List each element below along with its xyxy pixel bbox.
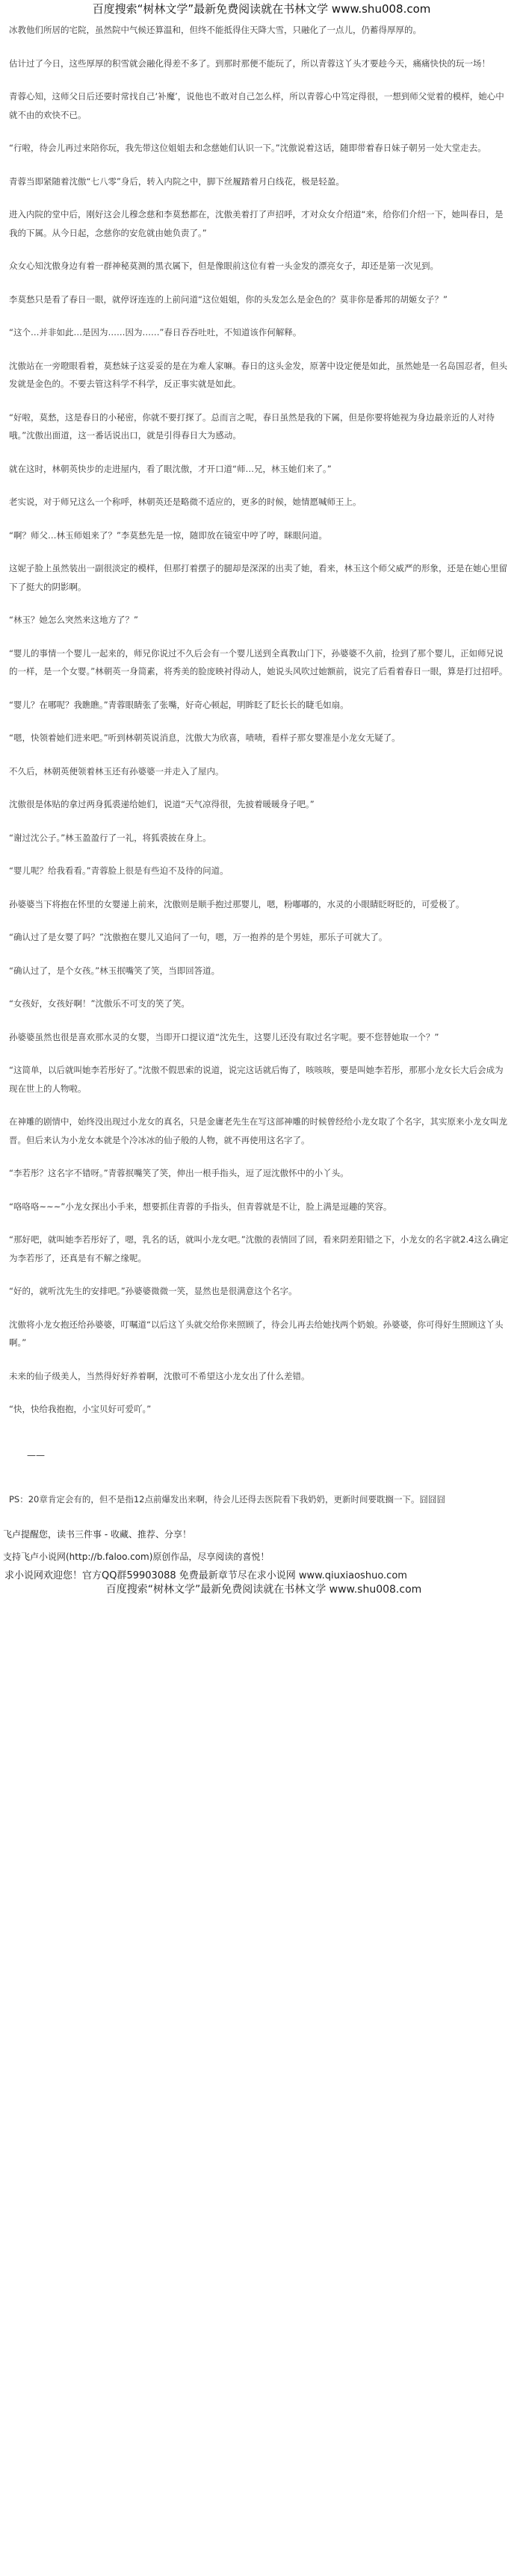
article-paragraph: “啊？师父…林玉师姐来了？”李莫愁先是一惊，随即放在镜室中哼了哼，眯眼问道。: [9, 529, 327, 541]
article-paragraph: “婴儿呢？给我看看。”青蓉脸上很是有些迫不及待的问道。: [9, 865, 229, 876]
article-paragraph: “咯咯咯~~~”小龙女探出小手来，想要抓住青蓉的手指头，但青蓉就是不让，脸上满是逗趣的笑容。: [9, 1201, 392, 1212]
article-paragraph: “好的，就听沈先生的安排吧。”孙婆婆微微一笑，显然也是很满意这个名字。: [9, 1286, 297, 1296]
article-paragraph: 进入内院的堂中后，刚好这会儿穆念慈和李莫愁都在，沈傲美着打了声招呼，才对众女介绍道“来，给你们介绍一下，她叫春日，是我的下属。从今日起，念慈你的安危就由她负责了。”: [9, 209, 504, 238]
article-paragraph: 冰教他们所居的宅院，虽然院中气候还算温和，但终不能抵得住天降大雪，只融化了一点儿，仍蓄得厚厚的。: [9, 25, 421, 35]
article-paragraph: “女孩好，女孩好啊！”沈傲乐不可支的笑了笑。: [9, 998, 190, 1009]
section-divider: ——: [27, 1449, 45, 1460]
article-paragraph: 估计过了今日，这些厚厚的积雪就会融化得差不多了。到那时那便不能玩了，所以青蓉这丫头才要趁今天，痛痛快快的玩一场！: [9, 57, 490, 69]
article-paragraph: 老实说，对于师兄这么一个称呼，林朝英还是略微不适应的，更多的时候，她情愿喊师王上。: [9, 497, 362, 507]
article-paragraph: “李若彤？这名字不错呀。”青蓉抿嘴笑了笑，伸出一根手指头，逗了逗沈傲怀中的小丫头。: [9, 1168, 349, 1178]
article-paragraph: “行啦，待会儿再过来陪你玩，我先带这位姐姐去和念慈她们认识一下。”沈傲说着这话，随即带着春日妹子朝另一处大堂走去。: [9, 143, 486, 153]
article-paragraph: 青蓉心知，这师父日后还要时常找自己‘补魔’，说他也不敢对自己怎么样，所以青蓉心中笃定得很，一想到师父觉着的模样，她心中就不由的欢快不已。: [9, 91, 504, 120]
article-paragraph: 就在这时，林朝英快步的走进屋内，看了眼沈傲，才开口道“师…兄，林玉她们来了。”: [9, 463, 332, 474]
article-paragraph: “确认过了，是个女孩。”林玉抿嘴笑了笑，当即回答道。: [9, 965, 220, 976]
article-paragraph: 众女心知沈傲身边有着一群神秘莫测的黑衣属下，但是像眼前这位有着一头金发的漂亮女子，却还是第一次见到。: [9, 261, 439, 271]
bottom-ads: [0, 1569, 523, 1596]
article-paragraph: 沈傲站在一旁瞪眼看着，莫愁妹子这妥妥的是在为难人家嘛。春日的这头金发，原著中设定便是如此，虽然她是一名岛国忍者，但头发就是金色的。不要去管这科学不科学，反正事实就是如此。: [9, 360, 507, 389]
article-paragraph: “这简单，以后就叫她李若彤好了。”沈傲不假思索的说道，说完这话就后悔了，咳咳咳，要是叫她李若彤，那那小龙女长大后会成为现在世上的人物啦。: [9, 1065, 504, 1094]
article-paragraph: 这妮子脸上虽然装出一副很淡定的模样，但那打着摆子的腿却是深深的出卖了她，看来，林玉这个师父威严的形象，还是在她心里留下了挺大的阴影啊。: [9, 563, 507, 592]
support-faloo-link[interactable]: 支持飞卢小说网(http://b.faloo.com)原创作品，尽享阅读的喜悦！: [3, 1551, 270, 1562]
article-paragraph: 在神雕的剧情中，始终没出现过小龙女的真名，只是金庸老先生在写这部神雕的时候曾经给小龙女取了个名字，其实原来小龙女叫龙晋。但后来认为小龙女本就是个冷冰冰的仙子般的人物，就不再使用这名字了。: [9, 1116, 507, 1145]
article-paragraph: “确认过了是女婴了吗？”沈傲抱在婴儿又追问了一句，嗯，万一抱养的是个男娃，那乐子可就大了。: [9, 932, 388, 942]
article-paragraph: 沈傲将小龙女抱还给孙婆婆，叮嘱道“以后这丫头就交给你来照顾了，待会儿再去给她找两个奶娘。孙婆婆，你可得好生照顾这丫头啊。”: [9, 1319, 504, 1348]
article-paragraph: 孙婆婆虽然也很是喜欢那水灵的女婴，当即开口提议道“沈先生，这婴儿还没有取过名字呢。要不您替她取一个？”: [9, 1031, 439, 1042]
article-paragraph: “婴儿的事情一个婴儿一起来的，师兄你说过不久后会有一个婴儿送到全真教山门下，孙婆婆不久前，捡到了那个婴儿，正如师兄说的一样，是一个女婴。”林朝英一身简素，将秀美的脸庞映衬得动人，她说头风吹过她额前，说完了后看着春日一眼，算是打过招呼。: [9, 647, 508, 676]
article-paragraph: 李莫愁只是看了春日一眼，就停讶连连的上前问道“这位姐姐，你的头发怎么是金色的？莫非你是番邦的胡姬女子？”: [9, 293, 448, 305]
reading-reminder: 飞卢提醒您，读书三件事 - 收藏、推荐、分享！: [3, 1528, 191, 1540]
article-paragraph: “那好吧，就叫她李若彤好了，嗯，乳名的话，就叫小龙女吧。”沈傲的表情回了回，看来阴差阳错之下，小龙女的名字就2.4这么确定为李若彤了，还真是有不解之缘呢。: [9, 1234, 509, 1263]
article-paragraph: “谢过沈公子。”林玉盈盈行了一礼，将狐裘披在身上。: [9, 832, 211, 843]
article-paragraph: 沈傲很是体贴的拿过两身狐裘递给她们，说道“天气凉得很，先披着暖暖身子吧。”: [9, 799, 315, 809]
article-paragraph: “嗯，快领着她们进来吧。”听到林朝英说消息，沈傲大为欣喜，啧啧，看样子那女婴准是小龙女无疑了。: [9, 732, 400, 743]
article-paragraph: “快，快给我抱抱，小宝贝好可爱吖。”: [9, 1404, 152, 1414]
article-paragraph: 孙婆婆当下将抱在怀里的女婴递上前来，沈傲则是顺手抱过那婴儿，嗯，粉嘟嘟的，水灵的小眼睛眨呀眨的，可爱极了。: [9, 898, 465, 909]
qiuxiaoshuo-welcome[interactable]: 求小说网欢迎您！官方QQ群59903088 免费最新章节尽在求小说网 www.qiuxiaoshuo.com: [4, 1569, 407, 1581]
author-ps-note: PS：20章肯定会有的，但不是指12点前爆发出来啊，待会儿还得去医院看下我奶奶，更新时间要耽搁一下。囧囧囧: [9, 1493, 445, 1505]
article-paragraph: “好啦，莫愁，这是春日的小秘密，你就不要打探了。总而言之呢，春日虽然是我的下属，但是你要将她视为身边最亲近的人对待哦。”沈傲出面道，这一番话说出口，就是引得春日大为感动。: [9, 411, 495, 441]
article-paragraph: 青蓉当即紧随着沈傲“七八零”身后，转入内院之中，脚下丝履踏着月白线花，极是轻盈。: [9, 175, 344, 187]
article-paragraph: “这个…并非如此…是因为……因为……”春日吞吞吐吐，不知道该作何解释。: [9, 327, 302, 337]
article-paragraph: 未来的仙子级美人，当然得好好养着啊，沈傲可不希望这小龙女出了什么差错。: [9, 1370, 310, 1381]
article-paragraph: “林玉？她怎么突然来这地方了？”: [9, 615, 138, 625]
site-footer: [0, 1525, 523, 1569]
article-paragraph: 不久后，林朝英便领着林玉还有孙婆婆一并走入了屋内。: [9, 765, 224, 777]
bottom-ad-banner[interactable]: 百度搜索“树林文学”最新免费阅读就在书林文学 www.shu008.com: [105, 1583, 422, 1596]
article-paragraph: “婴儿？在哪呢？我瞧瞧。”青蓉眼睛张了张嘴，好奇心顿起，明眸眨了眨长长的睫毛如扇。: [9, 699, 349, 710]
article-body: [0, 16, 523, 1419]
article-end: [0, 1434, 523, 1508]
top-ad-banner[interactable]: 百度搜索“树林文学”最新免费阅读就在书林文学 www.shu008.com: [92, 2, 431, 16]
